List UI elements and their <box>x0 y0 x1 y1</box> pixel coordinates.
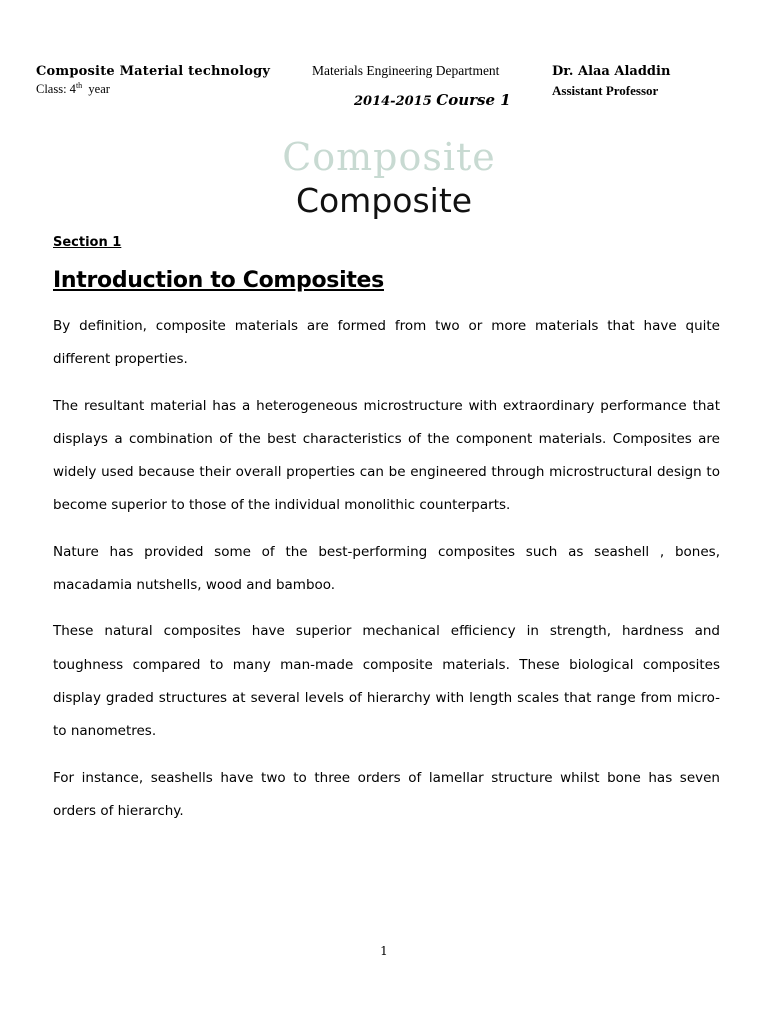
header-left-block <box>36 64 286 97</box>
instructor-title: Assistant Professor <box>552 83 659 98</box>
academic-year: 2014-2015 <box>354 94 432 109</box>
department-name: Materials Engineering Department <box>312 63 500 78</box>
document-title: Composite <box>295 181 473 220</box>
header-center-block <box>312 63 532 109</box>
paragraph: The resultant material has a heterogeneous microstructure with extraordinary performance that displays a combination of the best characteristics of the component materials. Composites are widely used because their overall properties can be engineered through microstructural design to become superior to those of the individual monolithic counterparts. <box>53 397 720 514</box>
academic-year-line <box>354 91 532 109</box>
class-suffix: th <box>75 81 83 90</box>
course-name: Composite Material technology <box>36 64 271 79</box>
class-info <box>36 81 286 97</box>
course-label: Course 1 <box>436 91 511 109</box>
section-heading: Introduction to Composites <box>53 268 384 293</box>
paragraph: For instance, seashells have two to three orders of lamellar structure whilst bone has seven orders of hierarchy. <box>53 769 720 819</box>
page-number: 1 <box>380 944 388 958</box>
paragraph: By definition, composite materials are formed from two or more materials that have quite different properties. <box>53 318 720 368</box>
paragraph: Nature has provided some of the best-performing composites such as seashell , bones, macadamia nutshells, wood and bamboo. <box>53 543 720 594</box>
title-shadow-text: Composite <box>282 135 496 179</box>
document-title-block <box>0 134 768 222</box>
instructor-name: Dr. Alaa Aladdin <box>552 64 671 79</box>
section-label: Section 1 <box>53 235 122 250</box>
class-label: Class: 4 <box>36 82 76 97</box>
class-year: year <box>88 82 110 97</box>
body-text <box>53 310 720 841</box>
header-right-block <box>552 64 742 99</box>
paragraph: These natural composites have superior mechanical efficiency in strength, hardness and toughness compared to many man-made composite materials. These biological composites display graded structures at several levels of hierarchy with length scales that range from micro- to nanometres. <box>53 623 720 740</box>
